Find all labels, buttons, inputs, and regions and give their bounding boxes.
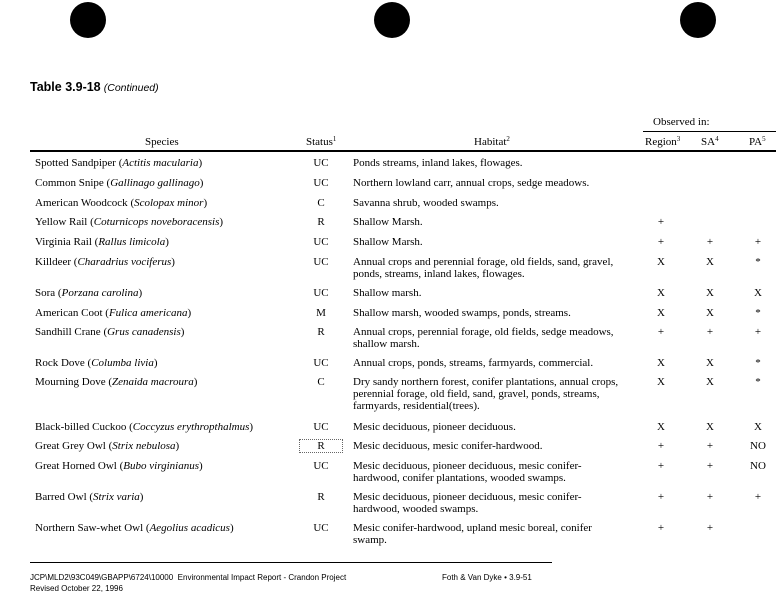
pa-cell: X (754, 287, 762, 299)
species-scientific-name: Grus canadensis (107, 326, 181, 338)
species-cell: Killdeer (Charadrius vociferus) (35, 256, 175, 268)
status-cell: R (317, 216, 325, 228)
region-cell: + (657, 460, 665, 472)
species-common-name: Sora (35, 287, 56, 299)
status-cell: UC (313, 236, 329, 248)
species-cell: Northern Saw-whet Owl (Aegolius acadicus) (35, 522, 234, 534)
species-cell: American Woodcock (Scolopax minor) (35, 197, 208, 209)
table-title (30, 80, 159, 95)
col-header-status: Status$^1$ (306, 135, 337, 148)
species-cell: Virginia Rail (Rallus limicola) (35, 236, 169, 248)
species-scientific-name: Aegolius acadicus (149, 522, 230, 534)
pa-cell: * (755, 256, 761, 268)
footer-path: JCP\MLD2\93C049\GBAPP\6724\10000 (30, 573, 174, 582)
species-common-name: American Woodcock (35, 197, 128, 209)
habitat-cell: Annual crops, perennial forage, old fields, sedge meadows, shallow marsh. (353, 326, 614, 350)
species-common-name: Rock Dove (35, 357, 85, 369)
pa-cell: + (754, 491, 762, 503)
region-cell: X (657, 421, 665, 433)
region-cell: X (657, 287, 665, 299)
species-scientific-name: Actitis macularia (122, 157, 199, 169)
status-cell: UC (313, 460, 329, 472)
species-scientific-name: Scolopax minor (134, 197, 204, 209)
pa-cell: * (755, 376, 761, 388)
footer-revised: Revised October 22, 1996 (30, 584, 123, 593)
col-header-pa: $PA^5$ (749, 135, 766, 148)
footer-rule (30, 562, 552, 563)
region-cell: + (657, 491, 665, 503)
sa-cell: X (706, 256, 714, 268)
species-cell: Spotted Sandpiper (Actitis macularia) (35, 157, 203, 169)
species-cell: American Coot (Fulica americana) (35, 307, 192, 319)
species-common-name: Killdeer (35, 256, 72, 268)
region-cell: X (657, 376, 665, 388)
col-header-species: Species (145, 136, 179, 148)
species-scientific-name: Coturnicops noveboracensis (93, 216, 220, 228)
species-common-name: Great Grey Owl (35, 440, 106, 452)
region-cell: X (657, 357, 665, 369)
sa-cell: + (706, 491, 714, 503)
pa-cell: NO (750, 460, 766, 472)
species-scientific-name: Columba livia (91, 357, 154, 369)
sa-cell: X (706, 307, 714, 319)
sa-cell: + (706, 236, 714, 248)
habitat-cell: Annual crops, ponds, streams, farmyards, commercial. (353, 357, 594, 369)
status-cell: UC (313, 157, 329, 169)
status-cell: UC (313, 287, 329, 299)
habitat-cell: Shallow Marsh. (353, 216, 423, 228)
species-scientific-name: Fulica americana (108, 307, 188, 319)
habitat-cell: Mesic deciduous, pioneer deciduous, mesic conifer-hardwood, wooded swamps. (353, 491, 582, 515)
species-common-name: Barred Owl (35, 491, 87, 503)
col-header-habitat: Habitat$^2$ (474, 135, 510, 148)
sa-cell: + (706, 460, 714, 472)
species-common-name: Spotted Sandpiper (35, 157, 116, 169)
status-cell: C (317, 197, 325, 209)
sa-cell: X (706, 357, 714, 369)
species-cell: Rock Dove (Columba livia) (35, 357, 158, 369)
observed-in-rule (643, 131, 776, 132)
species-common-name: Great Horned Owl (35, 460, 117, 472)
status-cell: UC (313, 357, 329, 369)
pa-cell: * (755, 357, 761, 369)
habitat-cell: Shallow Marsh. (353, 236, 423, 248)
habitat-cell: Shallow marsh. (353, 287, 422, 299)
species-common-name: Sandhill Crane (35, 326, 101, 338)
habitat-cell: Mesic conifer-hardwood, upland mesic boreal, conifer swamp. (353, 522, 592, 546)
status-cell: UC (313, 522, 329, 534)
binder-hole-left (70, 2, 106, 38)
species-scientific-name: Coccyzus erythropthalmus (132, 421, 250, 433)
habitat-cell: Annual crops and perennial forage, old fields, sand, gravel, ponds, streams, inland lakes, flowages. (353, 256, 614, 280)
binder-hole-center (374, 2, 410, 38)
pa-cell: X (754, 421, 762, 433)
footer-page: Foth & Van Dyke • 3.9-51 (442, 573, 532, 582)
table-number: Table 3.9-18 (30, 80, 101, 94)
species-common-name: Mourning Dove (35, 376, 106, 388)
region-cell: + (657, 216, 665, 228)
sa-cell: X (706, 376, 714, 388)
sa-cell: X (706, 287, 714, 299)
species-cell: Sora (Porzana carolina) (35, 287, 143, 299)
species-common-name: American Coot (35, 307, 103, 319)
footer-report: Environmental Impact Report - Crandon Project (177, 573, 347, 582)
header-rule (30, 150, 776, 152)
habitat-cell: Dry sandy northern forest, conifer plantations, annual crops, perennial forage, old field, sand, gravel, ponds, streams, farmyards, residential(trees). (353, 376, 619, 412)
species-common-name: Yellow Rail (35, 216, 88, 228)
sa-cell: + (706, 522, 714, 534)
habitat-cell: Savanna shrub, wooded swamps. (353, 197, 499, 209)
species-common-name: Northern Saw-whet Owl (35, 522, 144, 534)
habitat-cell: Mesic deciduous, pioneer deciduous. (353, 421, 516, 433)
status-cell: R (317, 326, 325, 338)
status-cell: UC (313, 421, 329, 433)
pa-cell: * (755, 307, 761, 319)
region-cell: X (657, 307, 665, 319)
status-cell: M (316, 307, 326, 319)
species-scientific-name: Bubo virginianus (123, 460, 199, 472)
sa-cell: + (706, 440, 714, 452)
status-cell: UC (313, 256, 329, 268)
species-scientific-name: Gallinago gallinago (110, 177, 200, 189)
habitat-cell: Shallow marsh, wooded swamps, ponds, streams. (353, 307, 571, 319)
species-scientific-name: Strix varia (93, 491, 140, 503)
col-header-region: Region$^3$ (645, 135, 681, 148)
sa-cell: + (706, 326, 714, 338)
region-cell: + (657, 522, 665, 534)
binder-hole-right (680, 2, 716, 38)
pa-cell: + (754, 326, 762, 338)
status-cell: UC (313, 177, 329, 189)
species-cell: Common Snipe (Gallinago gallinago) (35, 177, 204, 189)
habitat-cell: Mesic deciduous, mesic conifer-hardwood. (353, 440, 543, 452)
habitat-cell: Ponds streams, inland lakes, flowages. (353, 157, 523, 169)
species-cell: Barred Owl (Strix varia) (35, 491, 144, 503)
species-scientific-name: Strix nebulosa (112, 440, 176, 452)
sa-cell: X (706, 421, 714, 433)
species-cell: Sandhill Crane (Grus canadensis) (35, 326, 185, 338)
pa-cell: NO (750, 440, 766, 452)
species-common-name: Black-billed Cuckoo (35, 421, 127, 433)
species-cell: Great Horned Owl (Bubo virginianus) (35, 460, 203, 472)
species-scientific-name: Zenaida macroura (112, 376, 194, 388)
table-continued: (Continued) (103, 82, 159, 94)
species-scientific-name: Porzana carolina (61, 287, 139, 299)
observed-in-header: Observed in: (653, 116, 710, 128)
species-cell: Black-billed Cuckoo (Coccyzus erythropthalmus) (35, 421, 254, 433)
status-cell: R (300, 440, 342, 452)
species-common-name: Common Snipe (35, 177, 104, 189)
region-cell: + (657, 440, 665, 452)
region-cell: X (657, 256, 665, 268)
species-cell: Great Grey Owl (Strix nebulosa) (35, 440, 180, 452)
species-cell: Mourning Dove (Zenaida macroura) (35, 376, 198, 388)
footer-left (30, 572, 346, 594)
habitat-cell: Northern lowland carr, annual crops, sedge meadows. (353, 177, 590, 189)
pa-cell: + (754, 236, 762, 248)
species-scientific-name: Rallus limicola (98, 236, 166, 248)
species-common-name: Virginia Rail (35, 236, 92, 248)
status-cell: R (317, 491, 325, 503)
species-cell: Yellow Rail (Coturnicops noveboracensis) (35, 216, 224, 228)
col-header-sa: $SA^4$ (701, 135, 719, 148)
species-scientific-name: Charadrius vociferus (77, 256, 172, 268)
habitat-cell: Mesic deciduous, pioneer deciduous, mesic conifer-hardwood, conifer plantations, wooded swamps. (353, 460, 582, 484)
region-cell: + (657, 236, 665, 248)
status-cell: C (317, 376, 325, 388)
region-cell: + (657, 326, 665, 338)
